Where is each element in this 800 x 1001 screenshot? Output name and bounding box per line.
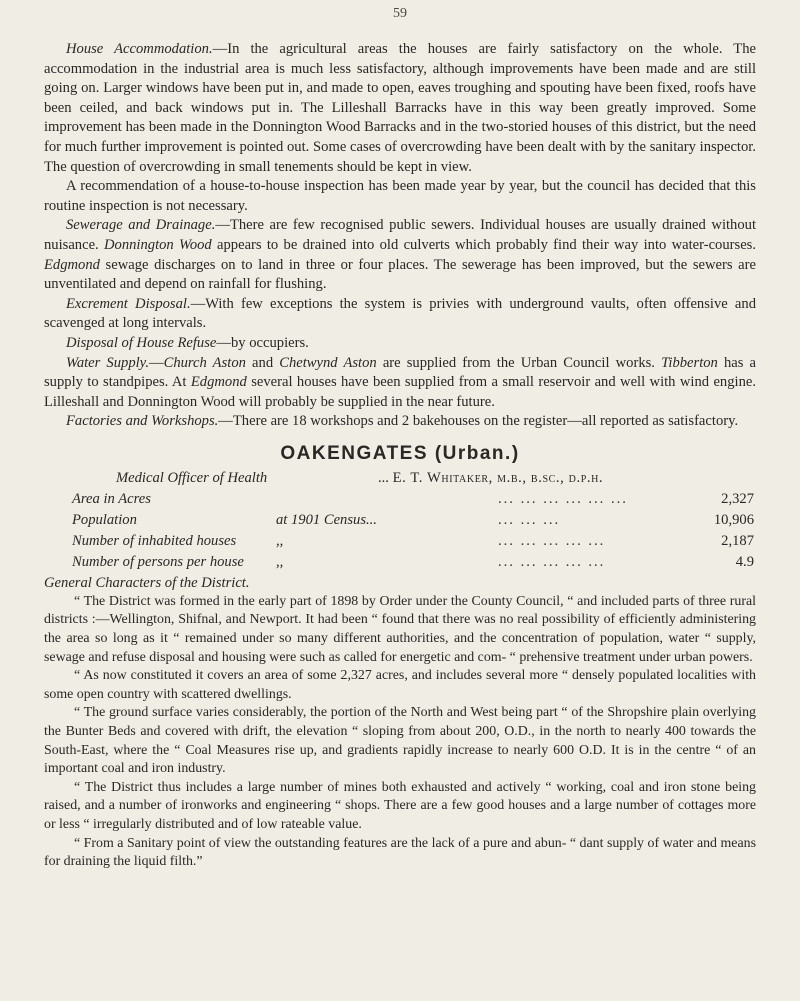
paragraph-body: —There are few recognised public sewers. Individual houses are usually drained without nuisance.: [44, 217, 756, 253]
general-characters-heading: General Characters of the District.: [44, 574, 250, 591]
statistic-value: 4.9: [735, 553, 754, 570]
paragraph-body: several houses have been supplied from a small reservoir and well with wind engine. Lilleshall and Donnington Wood will probably be supplied in the near future.: [44, 374, 756, 410]
paragraph-title: Disposal of House Refuse: [66, 334, 217, 351]
statistic-row: [72, 510, 756, 531]
statistic-value: 10,906: [713, 511, 754, 528]
statistic-label: Number of inhabited houses: [72, 532, 237, 549]
paragraph-sewerage: [44, 216, 756, 294]
paragraph-body: —by occupiers.: [216, 334, 309, 351]
paragraph-house-accommodation: [44, 40, 756, 177]
paragraph-body: —With few exceptions the system is privies with underground vaults, often offensive and scavenged at long intervals.: [44, 295, 757, 332]
paragraph-title: House Accommodation.: [66, 41, 213, 57]
page-number: 59: [393, 6, 407, 21]
statistic-row: [72, 552, 756, 573]
quote-paragraph: “ From a Sanitary point of view the outstanding features are the lack of a pure and abun- “ dant supply of water and means for draining the liquid filth.”: [44, 835, 756, 870]
paragraph-body: are supplied from the Urban Council works.: [376, 354, 662, 371]
paragraph-title: Water Supply.: [66, 354, 149, 371]
statistic-row: [72, 489, 756, 510]
section-heading-sub: (Urban.): [434, 442, 520, 464]
statistic-qualifier: ,,: [276, 532, 284, 549]
report-text: [44, 40, 756, 872]
paragraph-excrement: [44, 295, 756, 334]
statistic-leader-dots: ... ... ...: [498, 511, 561, 528]
paragraph-refuse: [44, 334, 756, 354]
place-name: Donnington Wood: [104, 236, 212, 253]
section-heading-title: OAKENGATES: [280, 442, 429, 464]
statistic-qualifier: [276, 489, 498, 510]
paragraph-body: has a supply to standpipes. At: [44, 354, 756, 391]
paragraph-body: and: [245, 354, 280, 371]
place-name: Edgmond: [44, 256, 100, 273]
paragraph-body: A recommendation of a house-to-house inspection has been made year by year, but the council has decided that this routine inspection is not necessary.: [44, 178, 756, 214]
statistic-row: [72, 531, 756, 552]
medical-officer-dots: ...: [378, 469, 389, 486]
paragraph-body: —: [149, 354, 164, 371]
paragraph-title: Factories and Workshops.: [66, 413, 219, 430]
medical-officer-name: E. T. Whitaker, m.b., b.sc., d.p.h.: [392, 469, 604, 486]
statistic-leader-dots: ... ... ... ... ...: [498, 553, 606, 570]
paragraph-title: Sewerage and Drainage.: [66, 217, 216, 234]
quote-paragraph: “ The District thus includes a large number of mines both exhausted and actively “ working, coal and iron stone being raised, and a number of ironworks and engineering “ shops. There are a few good houses and a large number of cottages more or less “ irregularly distributed and of low rateable value.: [44, 779, 756, 832]
statistic-leader-dots: ... ... ... ... ... ...: [498, 490, 628, 507]
medical-officer-label: Medical Officer of Health: [116, 469, 268, 486]
quote-paragraph: “ The District was formed in the early part of 1898 by Order under the County Council, “ and included parts of three rural districts :—Wellington, Shifnal, and Newport. It had been “ found that there was no real possibility of efficiently administering the area so long as it “ remained under so many different authorities, and the concentration of population, water “ supply, sewage and refuse disposal and housing were such as called for energetic and com- “ prehensive treatment under urban powers.: [44, 593, 756, 665]
statistic-leader-dots: ... ... ... ... ...: [498, 532, 606, 549]
paragraph-body: appears to be drained into old culverts which probably find their way into water-courses.: [211, 236, 756, 253]
section-heading: [44, 442, 756, 466]
statistic-label: Population: [72, 511, 137, 528]
paragraph-water-supply: [44, 354, 756, 413]
statistic-value: 2,327: [721, 490, 754, 507]
quote-paragraph: “ The ground surface varies considerably, the portion of the North and West being part “ of the Shropshire plain overlying the Bunter Beds and covered with drift, the elevation “ sloping from about 200, O.D., in the north to nearly 400 towards the South-East, where the “ Coal Measures rise up, and gradients rapidly increase to nearly 600 O.D. It is in the centre “ of an important coal and iron industry.: [44, 705, 756, 777]
paragraph-body: —In the agricultural areas the houses are fairly satisfactory on the whole. The accommodation in the industrial area is much less satisfactory, although improvements have been made and are still going on. Larger windows have been put in, and made to open, eaves troughing and spouting have been fixed, roofs have been ceiled, and back windows put in. The Lilleshall Barracks have in this way been greatly improved. Some improvement has been made in the Donnington Wood Barracks and in the two-storied houses of this district, but the need for much further improvement is pointed out. Some cases of overcrowding have been dealt with by the sanitary inspector. The question of overcrowding in small tenements should be kept in view.: [44, 41, 756, 175]
place-name: Chetwynd Aston: [279, 354, 377, 371]
quote-paragraph: “ As now constituted it covers an area of some 2,327 acres, and includes several more “ densely populated localities with some open country with scattered dwellings.: [44, 668, 756, 702]
quoted-description: [44, 593, 756, 872]
paragraph-factories: [44, 412, 756, 432]
statistic-value: 2,187: [721, 532, 754, 549]
paragraph-title: Excrement Disposal.: [66, 295, 191, 312]
statistic-qualifier: at 1901 Census...: [276, 511, 377, 528]
medical-officer-line: [116, 468, 756, 489]
place-name: Edgmond: [190, 374, 247, 391]
statistics-table: [44, 489, 756, 573]
statistic-label: Area in Acres: [72, 490, 151, 507]
statistic-label: Number of persons per house: [72, 553, 244, 570]
statistic-qualifier: ,,: [276, 553, 284, 570]
paragraph-body: sewage discharges on to land in three or four places. The sewerage has been improved, but the sewers are unventilated and depend on rainfall for flushing.: [44, 256, 756, 293]
paragraph-body: —There are 18 workshops and 2 bakehouses on the register—all reported as satisfactory.: [218, 413, 739, 430]
paragraph-house-inspection: [44, 177, 756, 216]
place-name: Church Aston: [163, 354, 246, 371]
place-name: Tibberton: [661, 354, 718, 371]
